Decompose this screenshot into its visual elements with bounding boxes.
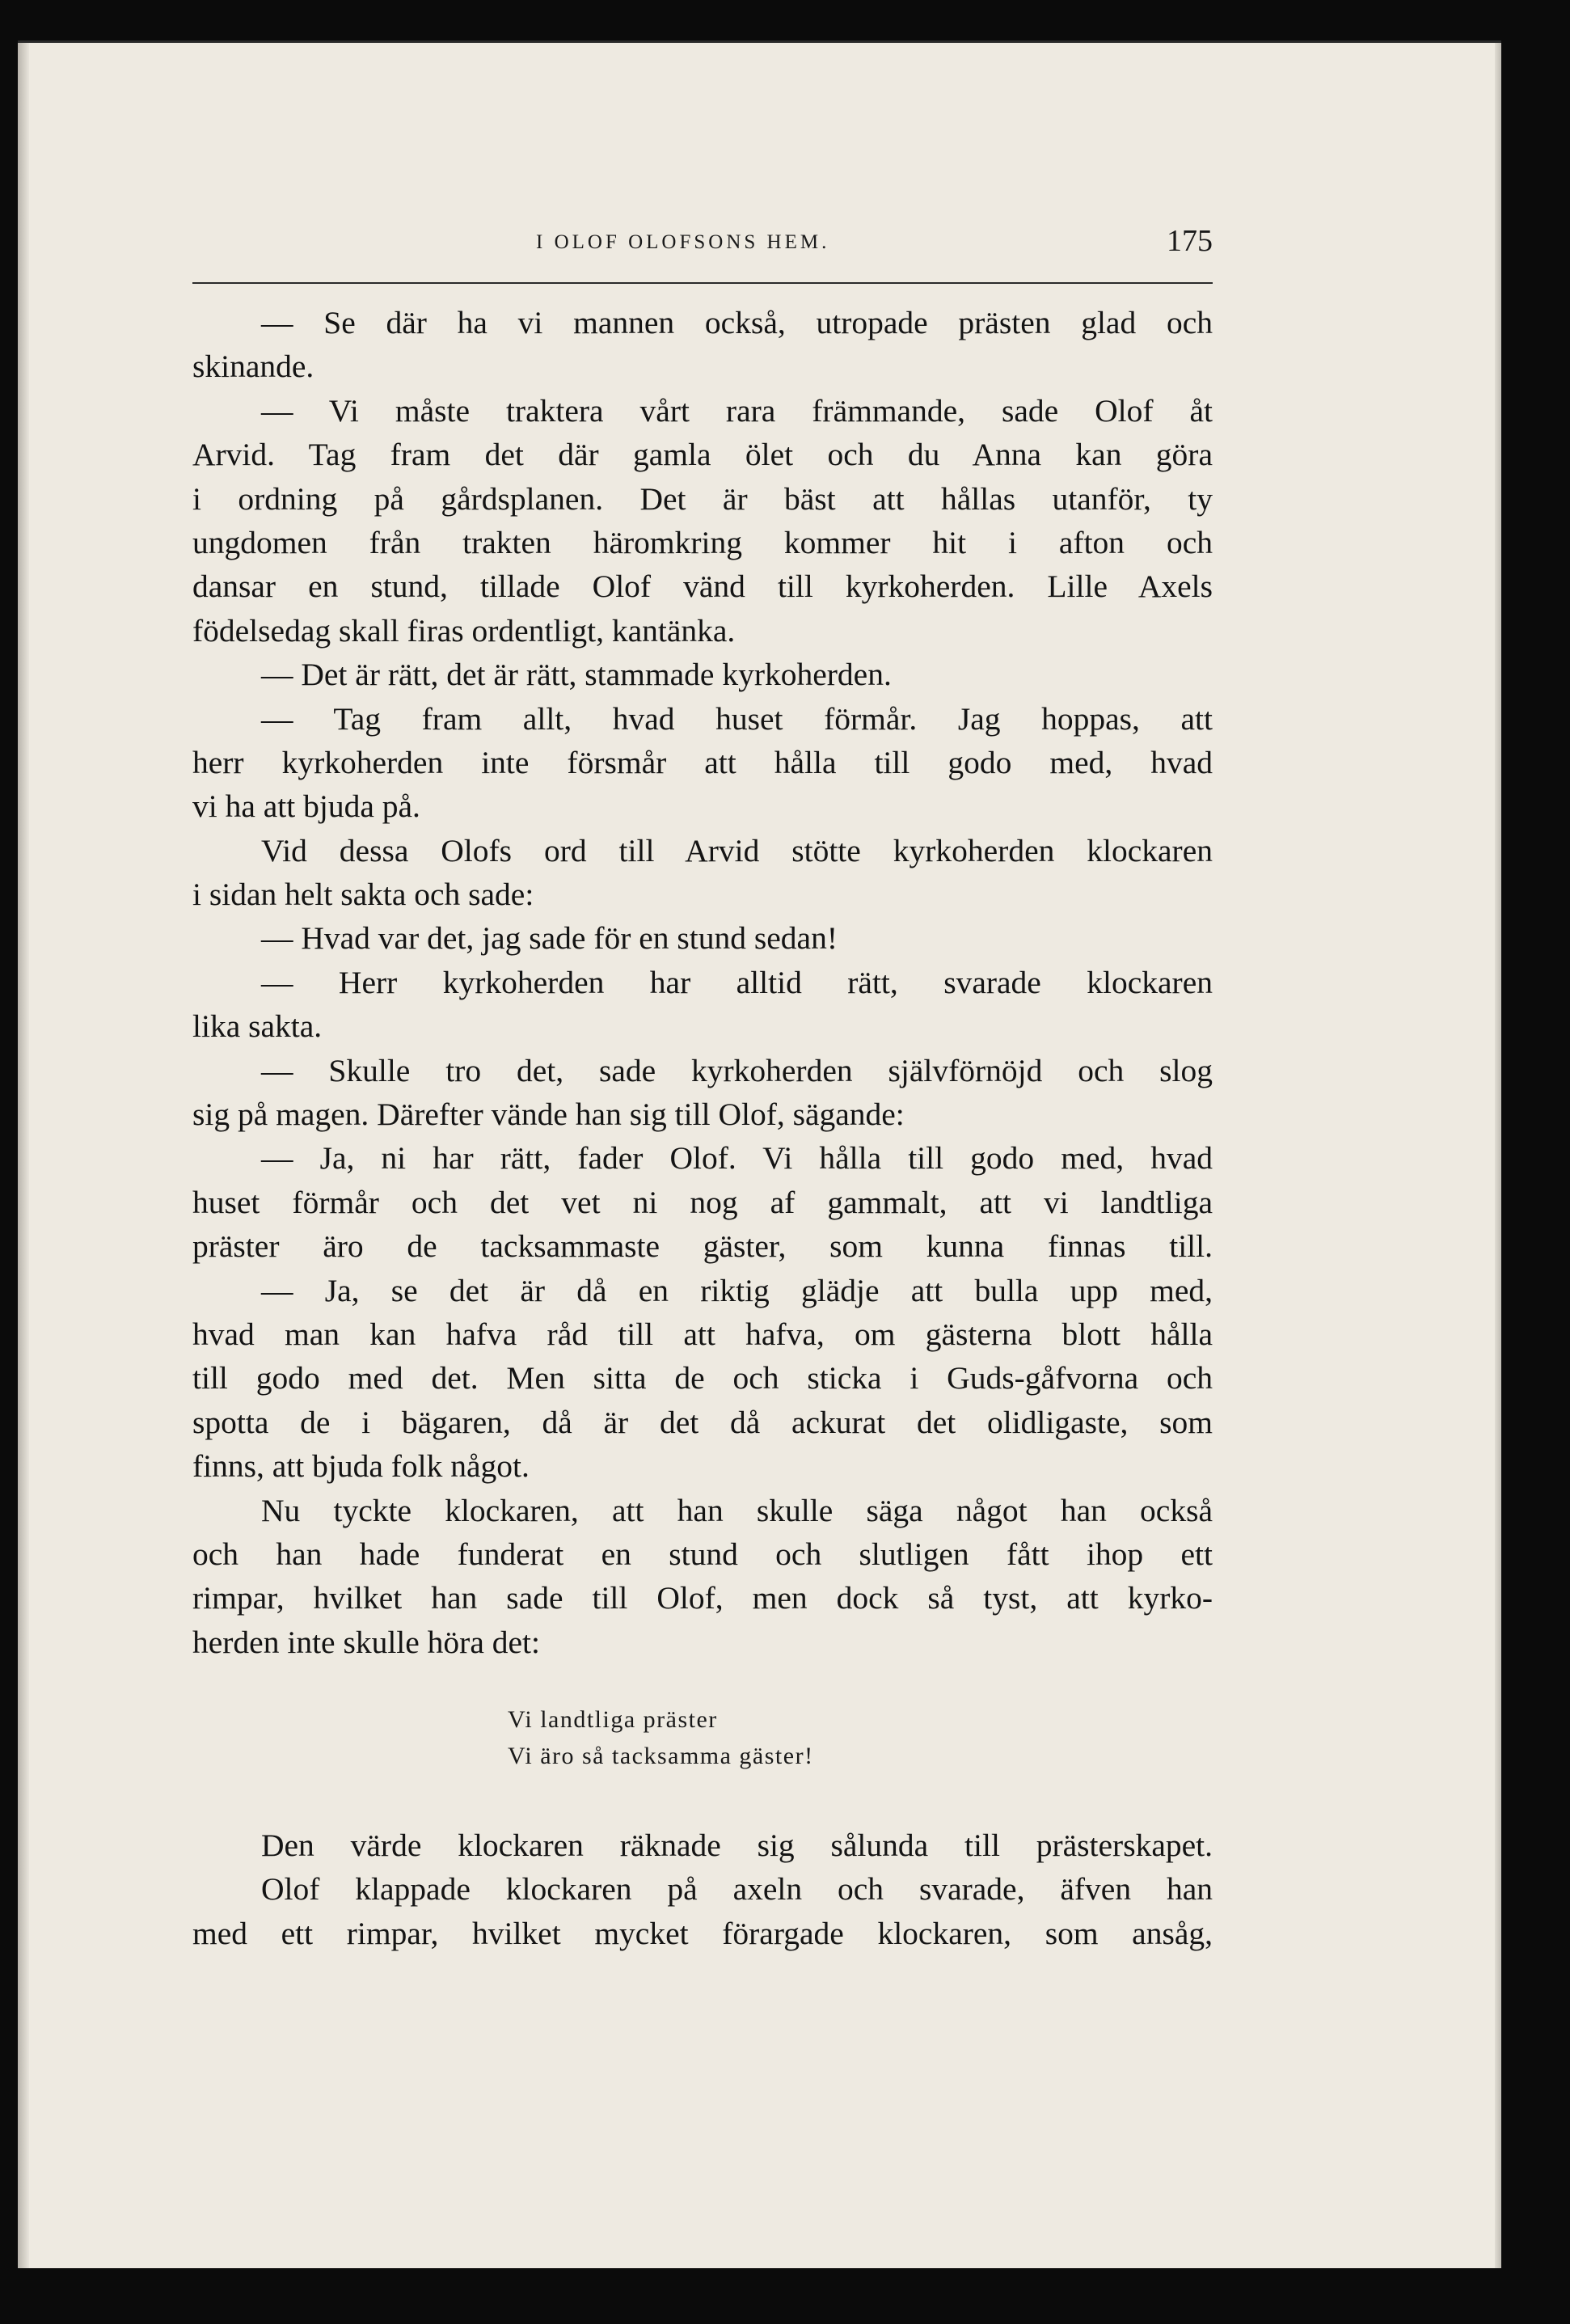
body-text: [192, 301, 1213, 1664]
page-edge-shadow: [1495, 43, 1501, 2268]
text-line: herden inte skulle höra det:: [192, 1624, 540, 1660]
text-line: Olof klappade klockaren på axeln och svarade, äfven han: [261, 1871, 1213, 1908]
verse-block: [508, 1701, 814, 1774]
text-line: — Tag fram allt, hvad huset förmår. Jag hoppas, att: [261, 700, 1213, 737]
page-header: [192, 205, 1213, 284]
text-line: sig på magen. Därefter vände han sig till Olof, sägande:: [192, 1097, 905, 1133]
text-line: vi ha att bjuda på.: [192, 788, 420, 825]
verse-line: Vi landtliga präster: [508, 1706, 718, 1733]
text-line: Vid dessa Olofs ord till Arvid stötte kyrkoherden klockaren: [261, 832, 1213, 868]
text-line: Nu tyckte klockaren, att han skulle säga något han också: [261, 1492, 1213, 1528]
text-line: huset förmår och det vet ni nog af gammalt, att vi landtliga: [192, 1184, 1213, 1220]
text-line: präster äro de tacksammaste gäster, som kunna finnas till.: [192, 1228, 1213, 1265]
page-number: 175: [1167, 224, 1213, 258]
text-line: — Hvad var det, jag sade för en stund sedan!: [261, 920, 838, 957]
text-line: spotta de i bägaren, då är det då ackurat det olidligaste, som: [192, 1404, 1213, 1440]
text-line: Arvid. Tag fram det där gamla ölet och du Anna kan göra: [192, 437, 1213, 473]
text-line: lika sakta.: [192, 1008, 323, 1045]
text-line: födelsedag skall firas ordentligt, kantänka.: [192, 612, 736, 649]
text-line: — Skulle tro det, sade kyrkoherden självförnöjd och slog: [261, 1052, 1213, 1088]
text-line: Den värde klockaren räknade sig sålunda till prästerskapet.: [261, 1828, 1213, 1863]
text-line: — Se där ha vi mannen också, utropade prästen glad och: [261, 305, 1213, 340]
text-line: — Ja, ni har rätt, fader Olof. Vi hålla till godo med, hvad: [261, 1140, 1213, 1177]
text-line: och han hade funderat en stund och slutligen fått ihop ett: [192, 1536, 1213, 1572]
text-line: finns, att bjuda folk något.: [192, 1448, 530, 1485]
running-title: I OLOF OLOFSONS HEM.: [536, 231, 830, 253]
closing-text: [192, 1823, 1213, 1955]
text-line: i sidan helt sakta och sade:: [192, 877, 534, 913]
text-line: — Det är rätt, det är rätt, stammade kyrkoherden.: [261, 657, 892, 693]
text-line: till godo med det. Men sitta de och sticka i Guds-gåfvorna och: [192, 1360, 1213, 1397]
page-spine-shadow: [18, 43, 29, 2268]
text-line: med ett rimpar, hvilket mycket förargade klockaren, som ansåg,: [192, 1915, 1213, 1951]
text-line: — Herr kyrkoherden har alltid rätt, svarade klockaren: [261, 964, 1213, 1000]
text-line: ungdomen från trakten häromkring kommer hit i afton och: [192, 524, 1213, 560]
text-line: — Vi måste traktera vårt rara främmande, sade Olof åt: [261, 392, 1213, 429]
text-line: skinande.: [192, 349, 314, 385]
text-line: herr kyrkoherden inte försmår att hålla till godo med, hvad: [192, 744, 1213, 780]
text-line: i ordning på gårdsplanen. Det är bäst att hållas utanför, ty: [192, 480, 1213, 517]
text-line: rimpar, hvilket han sade till Olof, men dock så tyst, att kyrko-: [192, 1580, 1213, 1616]
verse-line: Vi äro så tacksamma gäster!: [508, 1743, 814, 1769]
text-line: dansar en stund, tillade Olof vänd till kyrkoherden. Lille Axels: [192, 568, 1213, 605]
text-line: — Ja, se det är då en riktig glädje att bulla upp med,: [261, 1272, 1213, 1308]
text-line: hvad man kan hafva råd till att hafva, om gästerna blott hålla: [192, 1316, 1213, 1352]
